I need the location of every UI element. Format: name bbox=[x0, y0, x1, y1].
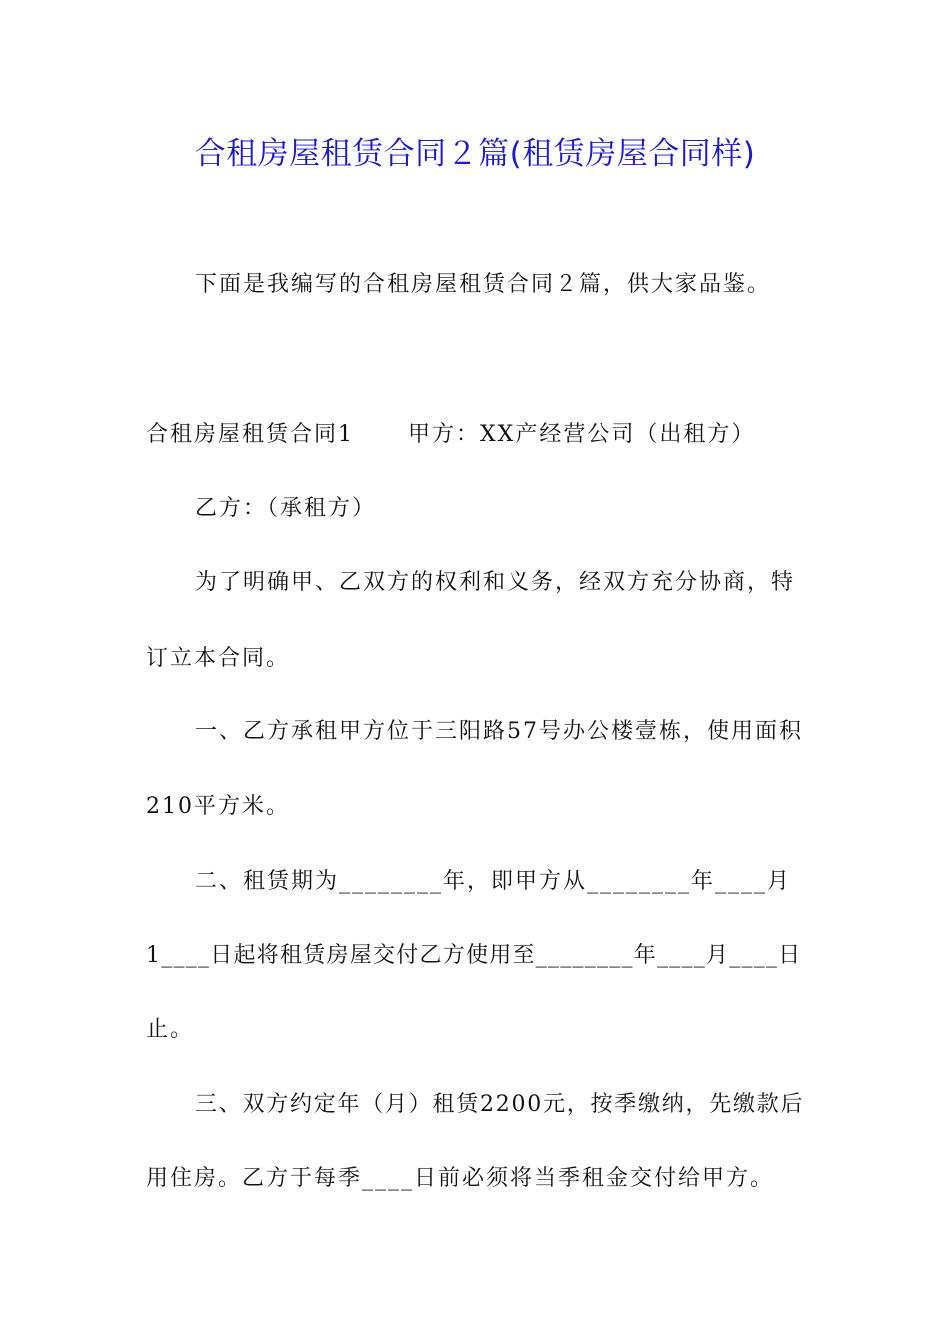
section-1-heading: 合租房屋租赁合同1 bbox=[146, 422, 354, 447]
party-b-line: 乙方：（承租方） bbox=[195, 496, 377, 521]
section-heading-row bbox=[146, 420, 755, 450]
clause-2-line-3: 止。 bbox=[146, 1017, 195, 1042]
clause-2-line-1: 二、租赁期为________年，即甲方从________年____月 bbox=[195, 869, 792, 894]
clause-1-line-2: 210平方米。 bbox=[146, 794, 290, 819]
intro-paragraph: 下面是我编写的合租房屋租赁合同２篇，供大家品鉴。 bbox=[195, 272, 772, 297]
preamble-line-1: 为了明确甲、乙双方的权利和义务，经双方充分协商，特 bbox=[195, 570, 796, 595]
party-a-line: 甲方：XX产经营公司（出租方） bbox=[408, 422, 756, 447]
document-title: 合租房屋租赁合同２篇(租赁房屋合同样) bbox=[194, 136, 756, 172]
clause-2-line-2: 1____日起将租赁房屋交付乙方使用至________年____月____日 bbox=[146, 943, 802, 968]
clause-1-line-1: 一、乙方承租甲方位于三阳路57号办公楼壹栋，使用面积 bbox=[195, 719, 803, 744]
preamble-line-2: 订立本合同。 bbox=[146, 646, 291, 671]
clause-3-line-1: 三、双方约定年（月）租赁2200元，按季缴纳，先缴款后 bbox=[195, 1092, 805, 1117]
clause-3-line-2: 用住房。乙方于每季____日前必须将当季租金交付给甲方。 bbox=[146, 1166, 775, 1191]
